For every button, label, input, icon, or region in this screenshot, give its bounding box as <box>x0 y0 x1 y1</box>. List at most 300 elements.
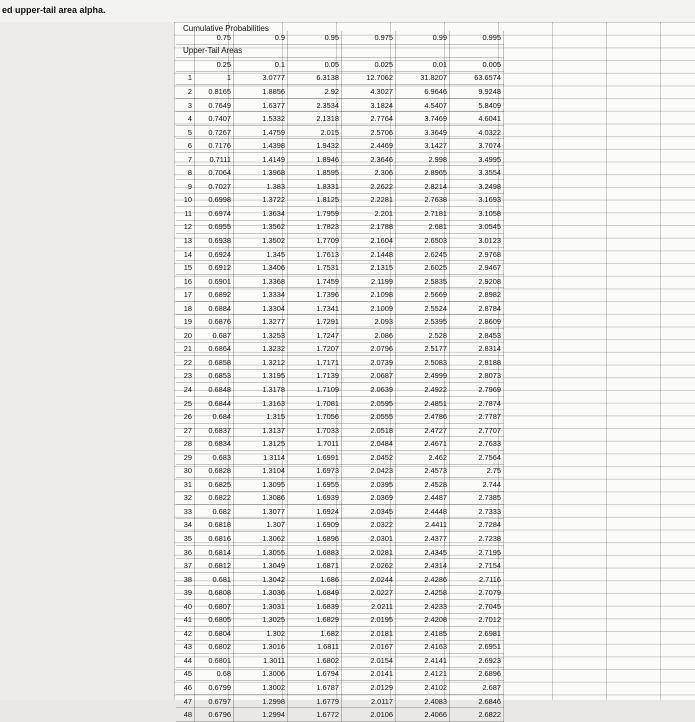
table-row <box>176 396 504 410</box>
critical-value-cell: 2.9208 <box>450 274 504 288</box>
critical-value-cell: 1.7531 <box>288 261 342 275</box>
critical-value-cell: 4.5407 <box>396 98 450 112</box>
critical-value-cell: 0.6822 <box>195 491 234 505</box>
critical-value-cell: 0.6825 <box>195 478 234 492</box>
critical-value-cell: 0.6853 <box>195 369 234 383</box>
critical-value-cell: 2.0484 <box>342 437 396 451</box>
critical-value-cell: 1.3086 <box>234 491 288 505</box>
critical-value-cell: 1.8125 <box>288 193 342 207</box>
critical-value-cell: 2.0181 <box>342 627 396 641</box>
empty-cell <box>234 44 288 58</box>
critical-value-cell: 2.0739 <box>342 356 396 370</box>
critical-value-cell: 2.4345 <box>396 545 450 559</box>
critical-value-cell: 2.3534 <box>288 98 342 112</box>
critical-value-cell: 1.3002 <box>234 681 288 695</box>
table-row <box>176 613 504 627</box>
area-header: 0.05 <box>288 58 342 72</box>
critical-value-cell: 2.4066 <box>396 708 450 722</box>
critical-value-cell: 2.201 <box>342 207 396 221</box>
table-row <box>176 342 504 356</box>
critical-value-cell: 1.315 <box>234 410 288 424</box>
critical-value-cell: 0.6818 <box>195 518 234 532</box>
critical-value-cell: 2.1199 <box>342 274 396 288</box>
degrees-of-freedom-cell: 5 <box>176 125 195 139</box>
table-row <box>176 247 504 261</box>
table-row <box>176 464 504 478</box>
critical-value-cell: 0.681 <box>195 572 234 586</box>
critical-value-cell: 1.3031 <box>234 599 288 613</box>
critical-value-cell: 0.6834 <box>195 437 234 451</box>
table-row <box>176 410 504 424</box>
critical-value-cell: 1.3095 <box>234 478 288 492</box>
critical-value-cell: 2.687 <box>450 681 504 695</box>
critical-value-cell: 2.528 <box>396 329 450 343</box>
critical-value-cell: 1.3137 <box>234 423 288 437</box>
critical-value-cell: 2.4102 <box>396 681 450 695</box>
critical-value-cell: 2.8073 <box>450 369 504 383</box>
degrees-of-freedom-cell: 23 <box>176 369 195 383</box>
table-subtitle: Upper-Tail Areas <box>183 46 243 55</box>
critical-value-cell: 1.4149 <box>234 152 288 166</box>
critical-value-cell: 2.75 <box>450 464 504 478</box>
table-row <box>176 572 504 586</box>
table-row <box>176 274 504 288</box>
critical-value-cell: 2.0106 <box>342 708 396 722</box>
critical-value-cell: 2.0345 <box>342 505 396 519</box>
critical-value-cell: 3.0777 <box>234 71 288 85</box>
table-row <box>176 491 504 505</box>
empty-cell <box>396 44 450 58</box>
probability-header: 0.75 <box>195 31 234 44</box>
degrees-of-freedom-cell: 33 <box>176 505 195 519</box>
empty-cell <box>450 44 504 58</box>
critical-value-cell: 0.6912 <box>195 261 234 275</box>
critical-value-cell: 2.8188 <box>450 356 504 370</box>
critical-value-cell: 3.3649 <box>396 125 450 139</box>
critical-value-cell: 0.7111 <box>195 152 234 166</box>
degrees-of-freedom-cell: 1 <box>176 71 195 85</box>
critical-value-cell: 2.1788 <box>342 220 396 234</box>
table-row <box>176 71 504 85</box>
critical-value-cell: 1.7056 <box>288 410 342 424</box>
empty-cell <box>195 44 234 58</box>
table-row <box>176 681 504 695</box>
probability-header: 0.9 <box>234 31 288 44</box>
probability-header: 0.975 <box>342 31 396 44</box>
critical-value-cell: 1.302 <box>234 627 288 641</box>
degrees-of-freedom-cell: 47 <box>176 694 195 708</box>
table-row <box>176 220 504 234</box>
critical-value-cell: 2.8784 <box>450 301 504 315</box>
critical-value-cell: 0.6864 <box>195 342 234 356</box>
critical-value-cell: 0.6812 <box>195 559 234 573</box>
critical-value-cell: 3.1427 <box>396 139 450 153</box>
critical-value-cell: 0.6816 <box>195 532 234 546</box>
critical-value-cell: 2.8314 <box>450 342 504 356</box>
critical-value-cell: 1.682 <box>288 627 342 641</box>
critical-value-cell: 1.7959 <box>288 207 342 221</box>
degrees-of-freedom-cell: 13 <box>176 234 195 248</box>
table-row <box>176 166 504 180</box>
critical-value-cell: 0.6796 <box>195 708 234 722</box>
critical-value-cell: 1.6802 <box>288 654 342 668</box>
critical-value-cell: 2.015 <box>288 125 342 139</box>
critical-value-cell: 1.3722 <box>234 193 288 207</box>
table-row <box>176 207 504 221</box>
degrees-of-freedom-cell: 19 <box>176 315 195 329</box>
table-row <box>176 545 504 559</box>
degrees-of-freedom-cell: 38 <box>176 572 195 586</box>
table-row <box>176 356 504 370</box>
critical-value-cell: 2.7195 <box>450 545 504 559</box>
critical-value-cell: 1.7033 <box>288 423 342 437</box>
critical-value-cell: 1.6909 <box>288 518 342 532</box>
critical-value-cell: 2.5524 <box>396 301 450 315</box>
critical-value-cell: 2.4121 <box>396 667 450 681</box>
critical-value-cell: 1.3277 <box>234 315 288 329</box>
probability-header: 0.995 <box>450 31 504 44</box>
critical-value-cell: 2.0687 <box>342 369 396 383</box>
critical-value-cell: 0.6804 <box>195 627 234 641</box>
subtitle-row <box>176 44 504 58</box>
critical-value-cell: 1.6829 <box>288 613 342 627</box>
critical-value-cell: 2.4671 <box>396 437 450 451</box>
critical-value-cell: 2.744 <box>450 478 504 492</box>
critical-value-cell: 1.6787 <box>288 681 342 695</box>
critical-value-cell: 2.7012 <box>450 613 504 627</box>
critical-value-cell: 0.8165 <box>195 85 234 99</box>
critical-value-cell: 1.6973 <box>288 464 342 478</box>
critical-value-cell: 1.3195 <box>234 369 288 383</box>
critical-value-cell: 1.7081 <box>288 396 342 410</box>
degrees-of-freedom-cell: 44 <box>176 654 195 668</box>
critical-value-cell: 1.3163 <box>234 396 288 410</box>
critical-value-cell: 2.0639 <box>342 383 396 397</box>
critical-value-cell: 2.6822 <box>450 708 504 722</box>
degrees-of-freedom-cell: 37 <box>176 559 195 573</box>
critical-value-cell: 1.6939 <box>288 491 342 505</box>
critical-value-cell: 2.4999 <box>396 369 450 383</box>
degrees-of-freedom-cell: 6 <box>176 139 195 153</box>
critical-value-cell: 2.4851 <box>396 396 450 410</box>
table-row <box>176 599 504 613</box>
critical-value-cell: 3.0123 <box>450 234 504 248</box>
critical-value-cell: 2.1318 <box>288 112 342 126</box>
critical-value-cell: 0.6837 <box>195 423 234 437</box>
empty-cell <box>176 44 195 58</box>
critical-value-cell: 2.4185 <box>396 627 450 641</box>
table-row <box>176 315 504 329</box>
table-row <box>176 85 504 99</box>
empty-cell <box>342 44 396 58</box>
critical-value-cell: 2.0518 <box>342 423 396 437</box>
degrees-of-freedom-cell: 34 <box>176 518 195 532</box>
critical-value-cell: 2.9467 <box>450 261 504 275</box>
critical-value-cell: 1.6991 <box>288 450 342 464</box>
critical-value-cell: 0.6805 <box>195 613 234 627</box>
critical-value-cell: 2.4286 <box>396 572 450 586</box>
critical-value-cell: 3.1824 <box>342 98 396 112</box>
critical-value-cell: 1.3304 <box>234 301 288 315</box>
critical-value-cell: 2.4233 <box>396 599 450 613</box>
table-row <box>176 329 504 343</box>
critical-value-cell: 2.306 <box>342 166 396 180</box>
degrees-of-freedom-cell: 31 <box>176 478 195 492</box>
critical-value-cell: 2.7045 <box>450 599 504 613</box>
critical-value-cell: 0.687 <box>195 329 234 343</box>
critical-value-cell: 2.0322 <box>342 518 396 532</box>
degrees-of-freedom-cell: 39 <box>176 586 195 600</box>
critical-value-cell: 2.6896 <box>450 667 504 681</box>
area-header: 0.01 <box>396 58 450 72</box>
critical-value-cell: 1.3562 <box>234 220 288 234</box>
critical-value-cell: 2.1604 <box>342 234 396 248</box>
table-row <box>176 667 504 681</box>
table-row <box>176 423 504 437</box>
degrees-of-freedom-cell: 21 <box>176 342 195 356</box>
degrees-of-freedom-cell: 40 <box>176 599 195 613</box>
critical-value-cell: 0.6858 <box>195 356 234 370</box>
critical-value-cell: 2.5083 <box>396 356 450 370</box>
critical-value-cell: 1.3049 <box>234 559 288 573</box>
critical-value-cell: 1.3634 <box>234 207 288 221</box>
critical-value-cell: 2.0395 <box>342 478 396 492</box>
critical-value-cell: 2.7874 <box>450 396 504 410</box>
critical-value-cell: 4.0322 <box>450 125 504 139</box>
critical-value-cell: 1.3036 <box>234 586 288 600</box>
critical-value-cell: 2.0301 <box>342 532 396 546</box>
table-row <box>176 112 504 126</box>
critical-value-cell: 1.5332 <box>234 112 288 126</box>
critical-value-cell: 12.7062 <box>342 71 396 85</box>
critical-value-cell: 0.6876 <box>195 315 234 329</box>
critical-value-cell: 1.383 <box>234 180 288 194</box>
critical-value-cell: 2.0167 <box>342 640 396 654</box>
critical-value-cell: 0.7649 <box>195 98 234 112</box>
degrees-of-freedom-cell: 2 <box>176 85 195 99</box>
critical-value-cell: 0.6802 <box>195 640 234 654</box>
empty-cell <box>176 31 195 44</box>
critical-value-cell: 1.3334 <box>234 288 288 302</box>
table-row <box>176 193 504 207</box>
critical-value-cell: 2.0211 <box>342 599 396 613</box>
area-header: 0.025 <box>342 58 396 72</box>
area-header: 0.005 <box>450 58 504 72</box>
critical-value-cell: 2.4448 <box>396 505 450 519</box>
empty-cell <box>176 58 195 72</box>
critical-value-cell: 3.7074 <box>450 139 504 153</box>
critical-value-cell: 2.086 <box>342 329 396 343</box>
degrees-of-freedom-cell: 36 <box>176 545 195 559</box>
critical-value-cell: 1.6779 <box>288 694 342 708</box>
critical-value-cell: 2.0227 <box>342 586 396 600</box>
degrees-of-freedom-cell: 16 <box>176 274 195 288</box>
critical-value-cell: 2.7638 <box>396 193 450 207</box>
probability-header: 0.95 <box>288 31 342 44</box>
table-row <box>176 586 504 600</box>
probabilities-row <box>176 31 504 44</box>
degrees-of-freedom-cell: 3 <box>176 98 195 112</box>
degrees-of-freedom-cell: 9 <box>176 180 195 194</box>
critical-value-cell: 2.4083 <box>396 694 450 708</box>
critical-value-cell: 2.5835 <box>396 274 450 288</box>
critical-value-cell: 2.5669 <box>396 288 450 302</box>
table-row <box>176 694 504 708</box>
critical-value-cell: 1.345 <box>234 247 288 261</box>
critical-value-cell: 0.6884 <box>195 301 234 315</box>
area-header: 0.1 <box>234 58 288 72</box>
table-row <box>176 450 504 464</box>
degrees-of-freedom-cell: 46 <box>176 681 195 695</box>
critical-value-cell: 3.1058 <box>450 207 504 221</box>
critical-value-cell: 2.8965 <box>396 166 450 180</box>
critical-value-cell: 1.9432 <box>288 139 342 153</box>
areas-row <box>176 58 504 72</box>
degrees-of-freedom-cell: 41 <box>176 613 195 627</box>
critical-value-cell: 0.6807 <box>195 599 234 613</box>
critical-value-cell: 0.6998 <box>195 193 234 207</box>
critical-value-cell: 2.093 <box>342 315 396 329</box>
critical-value-cell: 6.9646 <box>396 85 450 99</box>
critical-value-cell: 2.7333 <box>450 505 504 519</box>
critical-value-cell: 1.3406 <box>234 261 288 275</box>
critical-value-cell: 1.4398 <box>234 139 288 153</box>
degrees-of-freedom-cell: 30 <box>176 464 195 478</box>
critical-value-cell: 2.0117 <box>342 694 396 708</box>
critical-value-cell: 1.6896 <box>288 532 342 546</box>
critical-value-cell: 1.307 <box>234 518 288 532</box>
critical-value-cell: 2.7154 <box>450 559 504 573</box>
table-row <box>176 518 504 532</box>
critical-value-cell: 0.6974 <box>195 207 234 221</box>
critical-value-cell: 0.6808 <box>195 586 234 600</box>
degrees-of-freedom-cell: 18 <box>176 301 195 315</box>
area-header: 0.25 <box>195 58 234 72</box>
critical-value-cell: 2.0195 <box>342 613 396 627</box>
critical-value-cell: 2.4487 <box>396 491 450 505</box>
degrees-of-freedom-cell: 29 <box>176 450 195 464</box>
critical-value-cell: 1.8595 <box>288 166 342 180</box>
critical-value-cell: 1.3125 <box>234 437 288 451</box>
critical-value-cell: 0.6828 <box>195 464 234 478</box>
critical-value-cell: 2.0244 <box>342 572 396 586</box>
table-row <box>176 505 504 519</box>
degrees-of-freedom-cell: 48 <box>176 708 195 722</box>
critical-value-cell: 2.1448 <box>342 247 396 261</box>
critical-value-cell: 2.0141 <box>342 667 396 681</box>
degrees-of-freedom-cell: 4 <box>176 112 195 126</box>
left-margin <box>0 22 174 700</box>
critical-value-cell: 5.8409 <box>450 98 504 112</box>
critical-value-cell: 0.684 <box>195 410 234 424</box>
table-row <box>176 708 504 722</box>
critical-value-cell: 2.7385 <box>450 491 504 505</box>
table-row <box>176 139 504 153</box>
critical-value-cell: 0.7176 <box>195 139 234 153</box>
critical-value-cell: 2.7764 <box>342 112 396 126</box>
critical-value-cell: 1.3042 <box>234 572 288 586</box>
critical-value-cell: 0.7027 <box>195 180 234 194</box>
critical-value-cell: 1.6839 <box>288 599 342 613</box>
critical-value-cell: 0.7064 <box>195 166 234 180</box>
critical-value-cell: 2.998 <box>396 152 450 166</box>
critical-value-cell: 9.9248 <box>450 85 504 99</box>
degrees-of-freedom-cell: 20 <box>176 329 195 343</box>
critical-value-cell: 31.8207 <box>396 71 450 85</box>
critical-value-cell: 0.6892 <box>195 288 234 302</box>
degrees-of-freedom-cell: 14 <box>176 247 195 261</box>
critical-value-cell: 1.3104 <box>234 464 288 478</box>
critical-value-cell: 1.7613 <box>288 247 342 261</box>
critical-value-cell: 1.6924 <box>288 505 342 519</box>
critical-value-cell: 2.8609 <box>450 315 504 329</box>
critical-value-cell: 2.7564 <box>450 450 504 464</box>
critical-value-cell: 2.0262 <box>342 559 396 573</box>
critical-value-cell: 2.6923 <box>450 654 504 668</box>
critical-value-cell: 1.3062 <box>234 532 288 546</box>
critical-value-cell: 2.7969 <box>450 383 504 397</box>
critical-value-cell: 4.6041 <box>450 112 504 126</box>
table-row <box>176 437 504 451</box>
critical-value-cell: 2.7633 <box>450 437 504 451</box>
degrees-of-freedom-cell: 28 <box>176 437 195 451</box>
table-row <box>176 654 504 668</box>
critical-value-cell: 1.8946 <box>288 152 342 166</box>
critical-value-cell: 1.3055 <box>234 545 288 559</box>
critical-value-cell: 3.7469 <box>396 112 450 126</box>
critical-value-cell: 2.4573 <box>396 464 450 478</box>
critical-value-cell: 2.4727 <box>396 423 450 437</box>
critical-value-cell: 2.7238 <box>450 532 504 546</box>
critical-value-cell: 1.7709 <box>288 234 342 248</box>
critical-value-cell: 1.7247 <box>288 329 342 343</box>
table-row <box>176 261 504 275</box>
critical-value-cell: 1.3025 <box>234 613 288 627</box>
critical-value-cell: 2.0452 <box>342 450 396 464</box>
critical-value-cell: 1.7341 <box>288 301 342 315</box>
critical-value-cell: 3.4995 <box>450 152 504 166</box>
critical-value-cell: 1.6811 <box>288 640 342 654</box>
critical-value-cell: 1.3114 <box>234 450 288 464</box>
degrees-of-freedom-cell: 8 <box>176 166 195 180</box>
critical-value-cell: 2.5706 <box>342 125 396 139</box>
critical-value-cell: 2.8214 <box>396 180 450 194</box>
critical-value-cell: 2.3646 <box>342 152 396 166</box>
critical-value-cell: 2.5177 <box>396 342 450 356</box>
critical-value-cell: 2.0281 <box>342 545 396 559</box>
critical-value-cell: 2.92 <box>288 85 342 99</box>
degrees-of-freedom-cell: 27 <box>176 423 195 437</box>
critical-value-cell: 2.0369 <box>342 491 396 505</box>
critical-value-cell: 1.3011 <box>234 654 288 668</box>
critical-value-cell: 1.6377 <box>234 98 288 112</box>
critical-value-cell: 2.1315 <box>342 261 396 275</box>
critical-value-cell: 2.4922 <box>396 383 450 397</box>
degrees-of-freedom-cell: 25 <box>176 396 195 410</box>
critical-value-cell: 1.6849 <box>288 586 342 600</box>
critical-value-cell: 1.2994 <box>234 708 288 722</box>
critical-value-cell: 2.7707 <box>450 423 504 437</box>
degrees-of-freedom-cell: 15 <box>176 261 195 275</box>
degrees-of-freedom-cell: 7 <box>176 152 195 166</box>
table-row <box>176 234 504 248</box>
critical-value-cell: 1.6871 <box>288 559 342 573</box>
critical-value-cell: 1.3178 <box>234 383 288 397</box>
critical-value-cell: 1.7396 <box>288 288 342 302</box>
critical-value-cell: 1.7109 <box>288 383 342 397</box>
critical-value-cell: 1.7459 <box>288 274 342 288</box>
critical-value-cell: 1.3212 <box>234 356 288 370</box>
